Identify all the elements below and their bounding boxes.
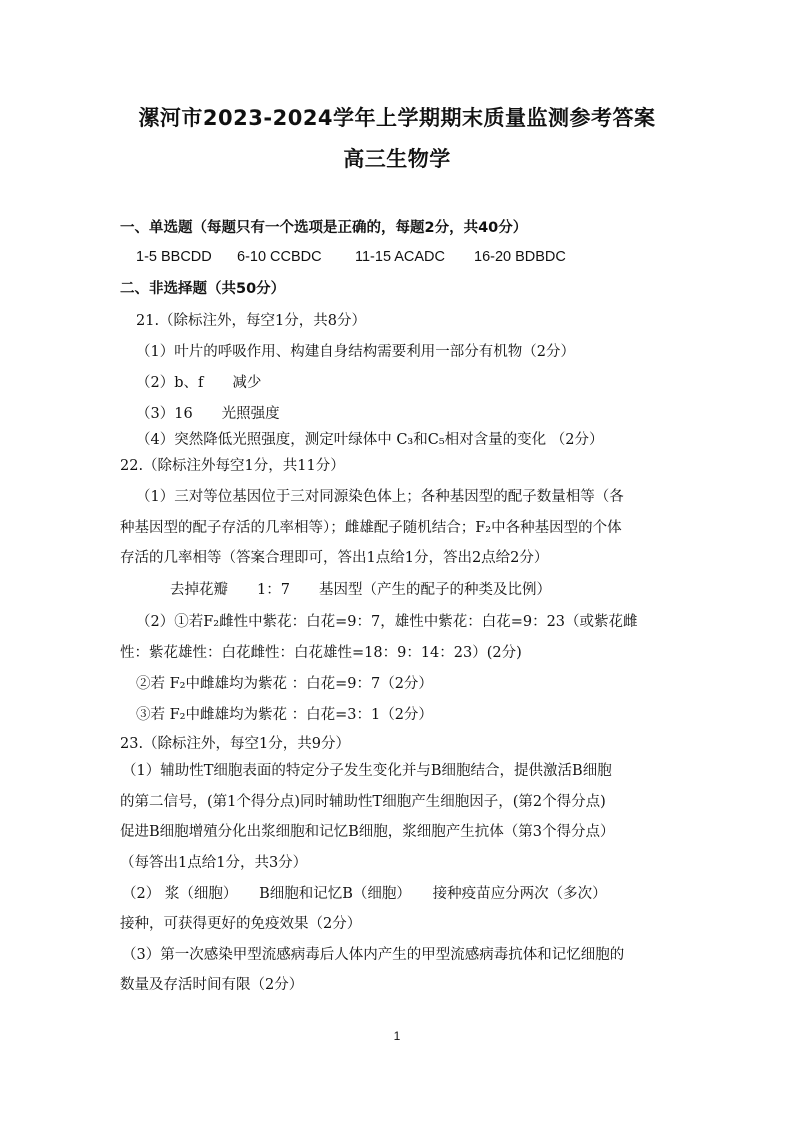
q23-answer-3-line2: 数量及存活时间有限（2分） xyxy=(120,977,304,993)
section1-heading: 一、单选题（每题只有一个选项是正确的，每题2分，共40分） xyxy=(120,220,528,236)
q23-answer-2-line2: 接种，可获得更好的免疫效果（2分） xyxy=(120,916,362,932)
q23-answer-1-line4: （每答出1点给1分，共3分） xyxy=(120,855,308,871)
q22-answer-2-line1: （2）①若F₂雌性中紫花：白花=9：7，雄性中紫花：白花=9：23（或紫花雌 xyxy=(136,614,638,630)
q22-answer-1-line1: （1）三对等位基因位于三对同源染色体上；各种基因型的配子数量相等（各 xyxy=(136,489,624,505)
q22-answer-2-case2: ②若 F₂中雌雄均为紫花 ：白花=9：7（2分） xyxy=(136,676,433,692)
document-subtitle: 高三生物学 xyxy=(343,147,451,171)
q22-answer-1-line2: 种基因型的配子存活的几率相等）；雌雄配子随机结合；F₂中各种基因型的个体 xyxy=(120,520,622,536)
q22-answer-1-line3: 存活的几率相等（答案合理即可，答出1点给1分，答出2点给2分） xyxy=(120,550,549,566)
q23-answer-2-line1: （2） 浆（细胞） B细胞和记忆B（细胞） 接种疫苗应分两次（多次） xyxy=(122,886,607,902)
answer-group-1: 1-5 BBCDD xyxy=(136,249,212,265)
q23-answer-1-line3: 促进B细胞增殖分化出浆细胞和记忆B细胞，浆细胞产生抗体（第3个得分点） xyxy=(120,824,615,840)
q21-answer-3: （3）16 光照强度 xyxy=(136,406,280,422)
q21-answer-1: （1）叶片的呼吸作用、构建自身结构需要利用一部分有机物（2分） xyxy=(136,344,575,360)
q22-answer-2-line2: 性：紫花雄性：白花雌性：白花雄性=18：9：14：23）(2分) xyxy=(120,645,522,661)
answer-group-3: 11-15 ACADC xyxy=(355,249,445,265)
section2-heading: 二、非选择题（共50分） xyxy=(120,281,286,297)
q23-answer-1-line2: 的第二信号，(第1个得分点)同时辅助性T细胞产生细胞因子，(第2个得分点) xyxy=(120,794,606,810)
page-number: 1 xyxy=(393,1029,401,1043)
q23-answer-3-line1: （3）第一次感染甲型流感病毒后人体内产生的甲型流感病毒抗体和记忆细胞的 xyxy=(122,947,625,963)
q22-answer-1-blanks: 去掉花瓣 1：7 基因型（产生的配子的种类及比例） xyxy=(170,582,551,598)
q23-header: 23.（除标注外，每空1分，共9分） xyxy=(120,736,351,752)
q21-answer-4: （4）突然降低光照强度，测定叶绿体中 C₃和C₅相对含量的变化 （2分） xyxy=(136,432,604,448)
q21-answer-2: （2）b、f 减少 xyxy=(136,375,262,391)
answer-group-4: 16-20 BDBDC xyxy=(474,249,566,265)
q22-header: 22.（除标注外每空1分，共11分） xyxy=(120,458,345,474)
document-title: 漯河市2023-2024学年上学期期末质量监测参考答案 xyxy=(138,106,656,130)
q21-header: 21.（除标注外，每空1分，共8分） xyxy=(136,313,367,329)
answer-group-2: 6-10 CCBDC xyxy=(237,249,322,265)
q22-answer-2-case3: ③若 F₂中雌雄均为紫花 ：白花=3：1（2分） xyxy=(136,707,433,723)
q23-answer-1-line1: （1）辅助性T细胞表面的特定分子发生变化并与B细胞结合，提供激活B细胞 xyxy=(122,763,612,779)
